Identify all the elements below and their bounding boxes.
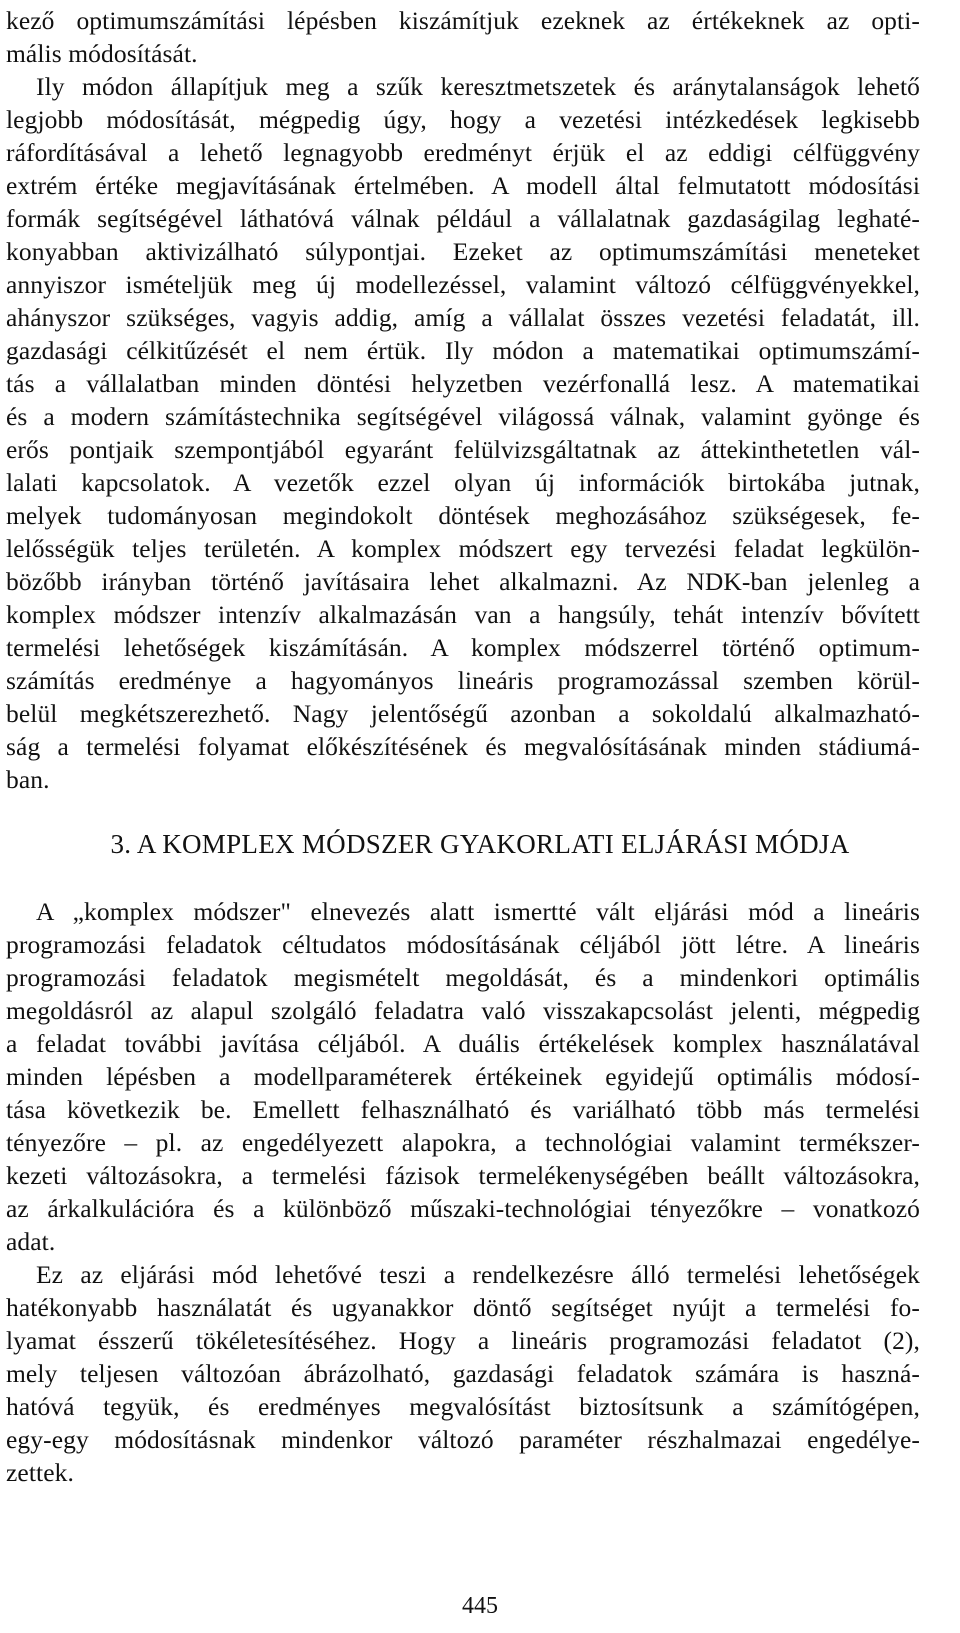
text-line: ahányszor szükséges, vagyis addig, amíg a vállalat összes vezetési feladatát, ill. <box>6 303 920 332</box>
text-line: ság a termelési folyamat előkészítésének és megvalósításának minden stádiumá- <box>6 732 920 761</box>
text-line: a feladat további javítása céljából. A duális értékelések komplex használatával <box>6 1029 920 1058</box>
text-line: A „komplex módszer" elnevezés alatt ismertté vált eljárási mód a lineáris <box>36 897 920 926</box>
text-line: Ily módon állapítjuk meg a szűk keresztmetszetek és aránytalanságok lehető <box>36 72 920 101</box>
text-line: egy-egy módosításnak mindenkor változó paraméter részhalmazai engedélye- <box>6 1425 920 1454</box>
text-line: lalati kapcsolatok. A vezetők ezzel olyan új információk birtokába jutnak, <box>6 468 920 497</box>
text-line: és a modern számítástechnika segítségével világossá válnak, valamint gyönge és <box>6 402 920 431</box>
page-number: 445 <box>462 1593 498 1619</box>
text-line: komplex módszer intenzív alkalmazásán van a hangsúly, tehát intenzív bővített <box>6 600 920 629</box>
text-line: minden lépésben a modellparaméterek értékeinek egyidejű optimális módosí- <box>6 1062 920 1091</box>
text-line: termelési lehetőségek kiszámításán. A komplex módszerrel történő optimum- <box>6 633 920 662</box>
text-line: legjobb módosítását, mégpedig úgy, hogy a vezetési intézkedések legkisebb <box>6 105 920 134</box>
text-line: zettek. <box>6 1458 74 1487</box>
text-line: hatékonyabb használatát és ugyanakkor döntő segítséget nyújt a termelési fo- <box>6 1293 920 1322</box>
text-line: az árkalkulációra és a különböző műszaki-technológiai tényezőkre – vonatkozó <box>6 1194 920 1223</box>
text-line: melyek tudományosan megindokolt döntések meghozásához szükségesek, fe- <box>6 501 920 530</box>
text-line: lyamat ésszerű tökéletesítéséhez. Hogy a lineáris programozási feladatot (2), <box>6 1326 920 1355</box>
text-line: kező optimumszámítási lépésben kiszámítjuk ezeknek az értékeknek az opti- <box>6 6 920 35</box>
section-heading: 3. A KOMPLEX MÓDSZER GYAKORLATI ELJÁRÁSI MÓDJA <box>110 829 850 859</box>
text-line: tás a vállalatban minden döntési helyzetben vezérfonallá lesz. A matematikai <box>6 369 920 398</box>
text-line: Ez az eljárási mód lehetővé teszi a rendelkezésre álló termelési lehetőségek <box>36 1260 920 1289</box>
text-line: megoldásról az alapul szolgáló feladatra való visszakapcsolást jelenti, mégpedig <box>6 996 920 1025</box>
text-line: erős pontjaik szempontjából egyaránt felülvizsgáltatnak az áttekinthetetlen vál- <box>6 435 920 464</box>
text-line: mális módosítását. <box>6 39 198 68</box>
text-line: konyabban aktivizálható súlypontjai. Ezeket az optimumszámítási meneteket <box>6 237 920 266</box>
text-line: formák segítségével láthatóvá válnak például a vállalatnak gazdaságilag leghaté- <box>6 204 920 233</box>
text-line: annyiszor ismételjük meg új modellezéssel, valamint változó célfüggvényekkel, <box>6 270 920 299</box>
text-line: ráfordításával a lehető legnagyobb eredményt érjük el az eddigi célfüggvény <box>6 138 920 167</box>
text-line: bözőbb irányban történő javításaira lehet alkalmazni. Az NDK-ban jelenleg a <box>6 567 920 596</box>
text-line: programozási feladatok megismételt megoldását, és a mindenkori optimális <box>6 963 920 992</box>
text-line: programozási feladatok céltudatos módosításának céljából jött létre. A lineáris <box>6 930 920 959</box>
text-line: adat. <box>6 1227 56 1256</box>
text-line: extrém értéke megjavításának értelmében. A modell által felmutatott módosítási <box>6 171 920 200</box>
text-line: gazdasági célkitűzését el nem értük. Ily módon a matematikai optimumszámí- <box>6 336 920 365</box>
text-line: mely teljesen változóan ábrázolható, gazdasági feladatok számára is haszná- <box>6 1359 920 1388</box>
text-line: ban. <box>6 765 50 794</box>
text-line: kezeti változásokra, a termelési fázisok termelékenységében beállt változásokra, <box>6 1161 920 1190</box>
text-line: belül megkétszerezhető. Nagy jelentőségű azonban a sokoldalú alkalmazható- <box>6 699 920 728</box>
text-line: hatóvá tegyük, és eredményes megvalósítást biztosítsunk a számítógépen, <box>6 1392 920 1421</box>
text-line: lelősségük teljes területén. A komplex módszert egy tervezési feladat legkülön- <box>6 534 920 563</box>
text-line: tényezőre – pl. az engedélyezett alapokra, a technológiai valamint termékszer- <box>6 1128 920 1157</box>
text-line: számítás eredménye a hagyományos lineáris programozással szemben körül- <box>6 666 920 695</box>
text-line: tása következik be. Emellett felhasználható és variálható több más termelési <box>6 1095 920 1124</box>
